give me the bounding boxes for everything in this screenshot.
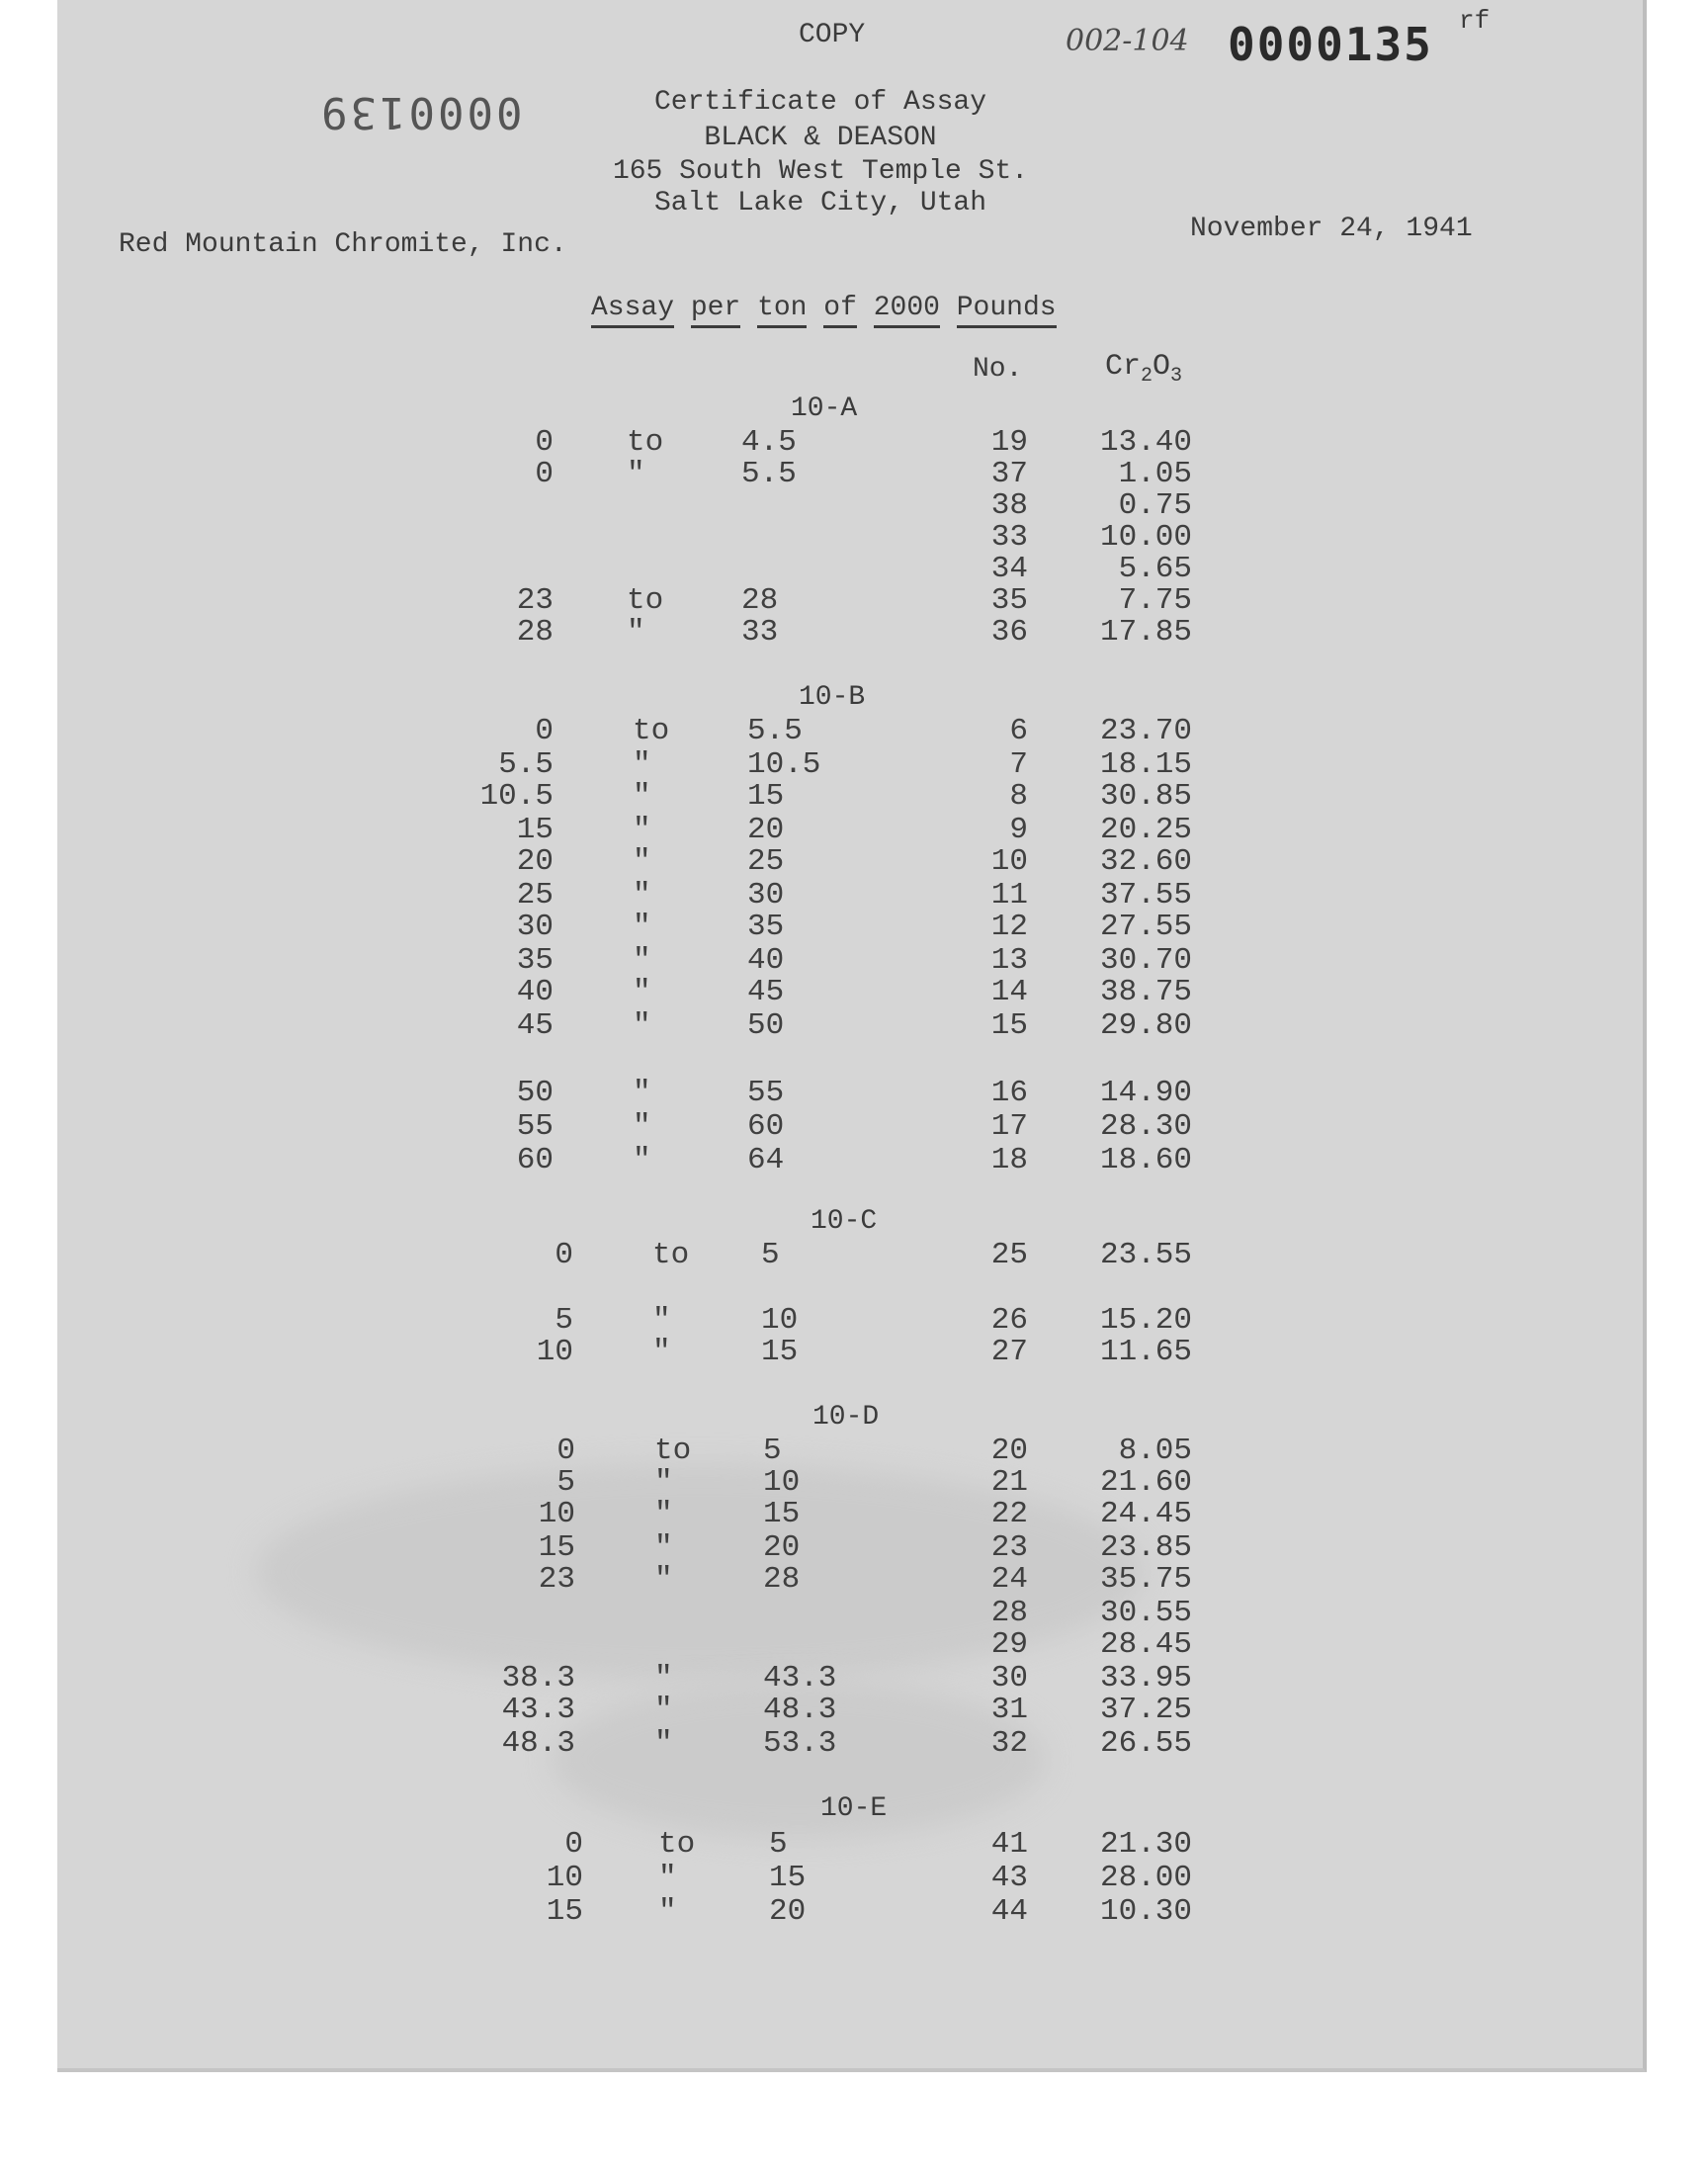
cr2o3-value: 28.00 bbox=[1099, 1861, 1192, 1895]
depth-to: 5 bbox=[761, 1238, 780, 1272]
depth-separator: to bbox=[633, 714, 670, 748]
cr2o3-value: 32.60 bbox=[1099, 844, 1192, 879]
subtitle-word: of bbox=[823, 293, 857, 328]
sample-number: 43 bbox=[990, 1861, 1028, 1895]
certificate-date: November 24, 1941 bbox=[1190, 214, 1473, 244]
depth-to: 5.5 bbox=[741, 457, 797, 491]
upside-down-number-stamp: 0000139 bbox=[318, 87, 523, 137]
cr2o3-value: 23.55 bbox=[1099, 1238, 1192, 1272]
depth-separator: " bbox=[658, 1894, 677, 1929]
depth-from: 50 bbox=[516, 1076, 554, 1110]
depth-separator: " bbox=[633, 1008, 651, 1043]
cr2o3-value: 37.25 bbox=[1099, 1693, 1192, 1727]
sample-number: 21 bbox=[990, 1465, 1028, 1500]
depth-separator: to bbox=[654, 1434, 692, 1468]
sample-number: 25 bbox=[990, 1238, 1028, 1272]
sample-number: 9 bbox=[1009, 813, 1028, 847]
cr2o3-value: 28.30 bbox=[1099, 1109, 1192, 1144]
depth-from: 0 bbox=[535, 714, 554, 748]
section-heading: 10-C bbox=[811, 1206, 878, 1237]
subtitle-word: Pounds bbox=[957, 293, 1057, 328]
depth-separator: to bbox=[658, 1827, 696, 1862]
depth-from: 0 bbox=[555, 1238, 573, 1272]
addressee: Red Mountain Chromite, Inc. bbox=[119, 229, 567, 260]
depth-to: 4.5 bbox=[741, 425, 797, 460]
cr2o3-value: 15.20 bbox=[1099, 1303, 1192, 1338]
depth-to: 20 bbox=[769, 1894, 807, 1929]
depth-separator: " bbox=[654, 1497, 673, 1531]
column-header-cr2o3: $Cr_2O_3$ bbox=[1105, 350, 1183, 388]
cr2o3-value: 17.85 bbox=[1099, 615, 1192, 650]
handwritten-file-id: 002-104 bbox=[1066, 24, 1189, 58]
cr2o3-value: 18.15 bbox=[1099, 747, 1192, 782]
cr2o3-value: 10.00 bbox=[1099, 520, 1192, 555]
depth-to: 28 bbox=[763, 1562, 801, 1597]
depth-to: 5 bbox=[763, 1434, 782, 1468]
depth-to: 20 bbox=[763, 1530, 801, 1565]
depth-to: 60 bbox=[747, 1109, 785, 1144]
depth-separator: " bbox=[633, 1109, 651, 1144]
depth-to: 5.5 bbox=[747, 714, 803, 748]
sample-number: 11 bbox=[990, 878, 1028, 913]
depth-to: 40 bbox=[747, 943, 785, 978]
cr2o3-value: 23.70 bbox=[1099, 714, 1192, 748]
depth-to: 64 bbox=[747, 1143, 785, 1177]
depth-separator: " bbox=[654, 1562, 673, 1597]
depth-separator: " bbox=[633, 878, 651, 913]
sample-number: 6 bbox=[1009, 714, 1028, 748]
cr2o3-value: 27.55 bbox=[1099, 910, 1192, 944]
cr2o3-value: 5.65 bbox=[1118, 552, 1192, 586]
sample-number: 14 bbox=[990, 975, 1028, 1009]
depth-from: 5.5 bbox=[498, 747, 554, 782]
cr2o3-value: 11.65 bbox=[1099, 1335, 1192, 1369]
firm-city: Salt Lake City, Utah bbox=[653, 188, 987, 218]
depth-from: 55 bbox=[516, 1109, 554, 1144]
sample-number: 24 bbox=[990, 1562, 1028, 1597]
depth-from: 40 bbox=[516, 975, 554, 1009]
cr2o3-value: 21.30 bbox=[1099, 1827, 1192, 1862]
section-heading: 10-E bbox=[820, 1793, 888, 1824]
sample-number: 15 bbox=[990, 1008, 1028, 1043]
subtitle-word: 2000 bbox=[874, 293, 940, 328]
cr2o3-value: 18.60 bbox=[1099, 1143, 1192, 1177]
sample-number: 35 bbox=[990, 583, 1028, 618]
sample-number: 23 bbox=[990, 1530, 1028, 1565]
subtitle-word: ton bbox=[757, 293, 807, 328]
depth-separator: " bbox=[633, 844, 651, 879]
depth-separator: " bbox=[654, 1661, 673, 1696]
depth-from: 10.5 bbox=[479, 779, 554, 814]
depth-to: 15 bbox=[763, 1497, 801, 1531]
depth-from: 48.3 bbox=[501, 1726, 575, 1761]
depth-from: 25 bbox=[516, 878, 554, 913]
depth-separator: " bbox=[654, 1530, 673, 1565]
sample-number: 13 bbox=[990, 943, 1028, 978]
sample-number: 37 bbox=[990, 457, 1028, 491]
depth-separator: " bbox=[627, 457, 645, 491]
column-header-no: No. bbox=[973, 354, 1023, 385]
depth-to: 10.5 bbox=[747, 747, 821, 782]
section-heading: 10-D bbox=[812, 1402, 880, 1433]
depth-separator: " bbox=[633, 910, 651, 944]
depth-to: 48.3 bbox=[763, 1693, 837, 1727]
depth-to: 33 bbox=[741, 615, 779, 650]
section-heading: 10-A bbox=[791, 393, 858, 424]
depth-from: 0 bbox=[535, 457, 554, 491]
cr2o3-value: 26.55 bbox=[1099, 1726, 1192, 1761]
depth-from: 5 bbox=[556, 1465, 575, 1500]
depth-separator: " bbox=[654, 1465, 673, 1500]
sample-number: 19 bbox=[990, 425, 1028, 460]
depth-separator: " bbox=[633, 813, 651, 847]
cr2o3-value: 10.30 bbox=[1099, 1894, 1192, 1929]
depth-to: 5 bbox=[769, 1827, 788, 1862]
depth-from: 45 bbox=[516, 1008, 554, 1043]
depth-from: 10 bbox=[538, 1497, 575, 1531]
depth-separator: to bbox=[627, 425, 664, 460]
depth-separator: " bbox=[652, 1335, 671, 1369]
assay-basis-subtitle bbox=[591, 293, 1057, 323]
depth-from: 10 bbox=[546, 1861, 583, 1895]
cr2o3-value: 7.75 bbox=[1118, 583, 1192, 618]
sample-number: 28 bbox=[990, 1596, 1028, 1630]
certificate-title: Certificate of Assay bbox=[653, 87, 987, 118]
sample-number: 30 bbox=[990, 1661, 1028, 1696]
depth-to: 35 bbox=[747, 910, 785, 944]
sample-number: 34 bbox=[990, 552, 1028, 586]
cr2o3-value: 24.45 bbox=[1099, 1497, 1192, 1531]
sample-number: 29 bbox=[990, 1627, 1028, 1662]
depth-separator: to bbox=[652, 1238, 690, 1272]
depth-to: 20 bbox=[747, 813, 785, 847]
depth-to: 25 bbox=[747, 844, 785, 879]
depth-from: 23 bbox=[538, 1562, 575, 1597]
depth-to: 30 bbox=[747, 878, 785, 913]
depth-from: 0 bbox=[556, 1434, 575, 1468]
depth-from: 15 bbox=[516, 813, 554, 847]
cr2o3-value: 1.05 bbox=[1118, 457, 1192, 491]
depth-from: 30 bbox=[516, 910, 554, 944]
sample-number: 8 bbox=[1009, 779, 1028, 814]
cr2o3-value: 14.90 bbox=[1099, 1076, 1192, 1110]
sample-number: 31 bbox=[990, 1693, 1028, 1727]
depth-separator: " bbox=[633, 747, 651, 782]
depth-separator: " bbox=[633, 975, 651, 1009]
depth-from: 5 bbox=[555, 1303, 573, 1338]
cr2o3-value: 28.45 bbox=[1099, 1627, 1192, 1662]
depth-to: 10 bbox=[761, 1303, 799, 1338]
sample-number: 32 bbox=[990, 1726, 1028, 1761]
depth-to: 15 bbox=[761, 1335, 799, 1369]
sample-number: 10 bbox=[990, 844, 1028, 879]
cr2o3-value: 8.05 bbox=[1118, 1434, 1192, 1468]
depth-separator: " bbox=[627, 615, 645, 650]
depth-separator: " bbox=[633, 779, 651, 814]
cr2o3-value: 23.85 bbox=[1099, 1530, 1192, 1565]
sample-number: 27 bbox=[990, 1335, 1028, 1369]
depth-separator: " bbox=[633, 943, 651, 978]
depth-separator: " bbox=[652, 1303, 671, 1338]
cr2o3-value: 37.55 bbox=[1099, 878, 1192, 913]
depth-to: 28 bbox=[741, 583, 779, 618]
depth-from: 0 bbox=[564, 1827, 583, 1862]
firm-street: 165 South West Temple St. bbox=[612, 156, 1029, 187]
sample-number: 36 bbox=[990, 615, 1028, 650]
sample-number: 44 bbox=[990, 1894, 1028, 1929]
depth-separator: " bbox=[654, 1726, 673, 1761]
depth-from: 35 bbox=[516, 943, 554, 978]
cr2o3-value: 30.55 bbox=[1099, 1596, 1192, 1630]
depth-from: 20 bbox=[516, 844, 554, 879]
depth-from: 15 bbox=[546, 1894, 583, 1929]
cr2o3-value: 33.95 bbox=[1099, 1661, 1192, 1696]
cr2o3-value: 20.25 bbox=[1099, 813, 1192, 847]
depth-from: 43.3 bbox=[501, 1693, 575, 1727]
subtitle-word: Assay bbox=[591, 293, 674, 328]
firm-name: BLACK & DEASON bbox=[704, 123, 937, 153]
depth-separator: " bbox=[633, 1076, 651, 1110]
sample-number: 16 bbox=[990, 1076, 1028, 1110]
cr2o3-value: 30.70 bbox=[1099, 943, 1192, 978]
depth-to: 43.3 bbox=[763, 1661, 837, 1696]
sample-number: 41 bbox=[990, 1827, 1028, 1862]
depth-from: 23 bbox=[516, 583, 554, 618]
depth-from: 38.3 bbox=[501, 1661, 575, 1696]
depth-to: 10 bbox=[763, 1465, 801, 1500]
depth-from: 15 bbox=[538, 1530, 575, 1565]
corner-initials: rf bbox=[1459, 6, 1491, 36]
cr2o3-value: 29.80 bbox=[1099, 1008, 1192, 1043]
cr2o3-value: 35.75 bbox=[1099, 1562, 1192, 1597]
cr2o3-value: 0.75 bbox=[1118, 488, 1192, 523]
sample-number: 38 bbox=[990, 488, 1028, 523]
depth-separator: to bbox=[627, 583, 664, 618]
sample-number: 17 bbox=[990, 1109, 1028, 1144]
sample-number: 12 bbox=[990, 910, 1028, 944]
depth-from: 60 bbox=[516, 1143, 554, 1177]
sample-number: 20 bbox=[990, 1434, 1028, 1468]
depth-to: 55 bbox=[747, 1076, 785, 1110]
cr2o3-value: 21.60 bbox=[1099, 1465, 1192, 1500]
depth-to: 15 bbox=[769, 1861, 807, 1895]
sample-number: 33 bbox=[990, 520, 1028, 555]
depth-to: 50 bbox=[747, 1008, 785, 1043]
section-heading: 10-B bbox=[799, 682, 866, 713]
sample-number: 18 bbox=[990, 1143, 1028, 1177]
depth-to: 53.3 bbox=[763, 1726, 837, 1761]
sample-number: 7 bbox=[1009, 747, 1028, 782]
depth-separator: " bbox=[658, 1861, 677, 1895]
depth-from: 10 bbox=[536, 1335, 573, 1369]
copy-label: COPY bbox=[799, 20, 866, 50]
depth-separator: " bbox=[654, 1693, 673, 1727]
cr2o3-value: 30.85 bbox=[1099, 779, 1192, 814]
cr2o3-value: 38.75 bbox=[1099, 975, 1192, 1009]
sample-number: 22 bbox=[990, 1497, 1028, 1531]
depth-to: 45 bbox=[747, 975, 785, 1009]
depth-from: 0 bbox=[535, 425, 554, 460]
depth-to: 15 bbox=[747, 779, 785, 814]
depth-separator: " bbox=[633, 1143, 651, 1177]
sample-number: 26 bbox=[990, 1303, 1028, 1338]
cr2o3-value: 13.40 bbox=[1099, 425, 1192, 460]
depth-from: 28 bbox=[516, 615, 554, 650]
subtitle-word: per bbox=[691, 293, 740, 328]
document-number-stamp: 0000135 bbox=[1228, 18, 1433, 71]
